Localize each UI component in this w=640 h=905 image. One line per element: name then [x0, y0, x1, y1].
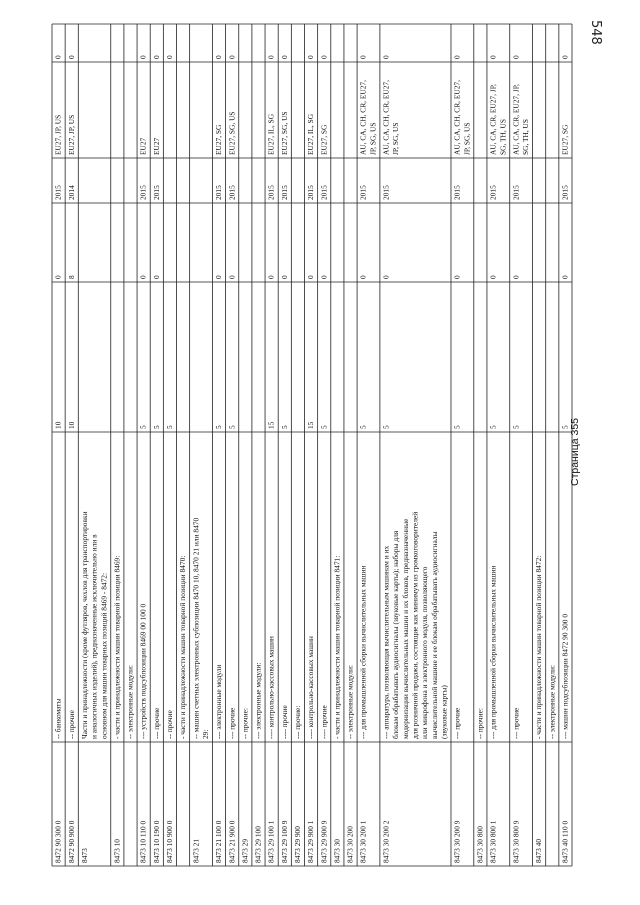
- flag-cell: 0: [53, 55, 63, 59]
- final-rate-cell: 0: [319, 275, 329, 279]
- flag-cell: 0: [151, 55, 161, 59]
- description-cell: --- машин подсубпозиции 8472 90 300 0: [560, 613, 570, 739]
- final-rate-cell: 0: [560, 275, 570, 279]
- description-cell: --- электронные модули:: [253, 662, 263, 739]
- final-rate-cell: 0: [266, 275, 276, 279]
- year-cell: 2015: [488, 185, 498, 200]
- description-cell: основном для машин товарных позиций 8469 - 8472:: [99, 572, 109, 739]
- description-cell: (звуковые карты): [439, 685, 449, 739]
- base-rate-cell: 5: [319, 425, 329, 429]
- year-cell: 2015: [227, 185, 237, 200]
- description-cell: - части и принадлежности машин товарной позиции 8469:: [112, 555, 122, 739]
- description-cell: --- прочие: [452, 707, 462, 739]
- code-cell: 8473 10 110 0: [138, 820, 148, 863]
- code-cell: 8473 29 100 1: [266, 820, 276, 863]
- countries-cell: AU, CA, CR, EU27, JP,: [511, 84, 521, 155]
- countries-cell: EU27, SG, US: [279, 111, 289, 155]
- code-cell: 8473 10: [112, 838, 122, 863]
- flag-cell: 0: [165, 55, 175, 59]
- final-rate-cell: 0: [227, 275, 237, 279]
- final-rate-cell: 0: [381, 275, 391, 279]
- description-cell: -- электронные модули:: [345, 665, 355, 739]
- countries-cell: EU27, SG, US: [227, 111, 237, 155]
- flag-cell: 0: [319, 55, 329, 59]
- year-cell: 2015: [138, 185, 148, 200]
- code-cell: 8473 40: [534, 838, 544, 863]
- countries-cell: EU27, IL, SG: [266, 113, 276, 155]
- base-rate-cell: 5: [452, 425, 462, 429]
- description-cell: -- электронные модули:: [547, 665, 557, 739]
- countries-cell: AU, CA, CH, CR, EU27,: [452, 80, 462, 155]
- code-cell: 8473 30 800 1: [488, 820, 498, 863]
- countries-cell: SG, TH, US: [498, 118, 508, 155]
- description-cell: ---- контрольно-кассовых машин: [266, 636, 276, 739]
- code-cell: 8473 10 190 0: [151, 820, 161, 863]
- tariff-table: [52, 24, 572, 866]
- code-cell: 8473 29 100: [253, 826, 263, 863]
- description-cell: - части и принадлежности машин товарной позиции 8470:: [178, 555, 188, 739]
- flag-cell: 0: [560, 55, 570, 59]
- page-footer: Страница 355: [569, 417, 581, 487]
- description-cell: ---- контрольно-кассовых машин: [306, 636, 316, 739]
- final-rate-cell: 0: [488, 275, 498, 279]
- code-cell: 8473 10 900 0: [165, 820, 175, 863]
- final-rate-cell: 8: [66, 275, 76, 279]
- base-rate-cell: 5: [511, 425, 521, 429]
- base-rate-cell: 10: [53, 421, 63, 429]
- description-cell: и аналогичных изделий), предназначенные исключительно или в: [89, 534, 99, 739]
- countries-cell: JP, SG, US: [462, 122, 472, 155]
- description-cell: -- прочие: [66, 710, 76, 739]
- base-rate-cell: 10: [66, 421, 76, 429]
- final-rate-cell: 0: [138, 275, 148, 279]
- countries-cell: EU27, JP, US: [66, 114, 76, 155]
- flag-cell: 0: [511, 55, 521, 59]
- description-cell: -- банкоматы: [53, 698, 63, 739]
- countries-cell: AU, CA, CR, EU27, JP,: [488, 84, 498, 155]
- description-cell: -- прочие: [165, 710, 175, 739]
- handwritten-page-number: 548: [588, 20, 603, 45]
- code-cell: 8473 30 200 9: [452, 820, 462, 863]
- description-cell: --- прочие: [151, 707, 161, 739]
- code-cell: 8472 90 300 0: [53, 820, 63, 863]
- flag-cell: 0: [279, 55, 289, 59]
- flag-cell: 0: [358, 55, 368, 59]
- year-cell: 2015: [306, 185, 316, 200]
- base-rate-cell: 5: [358, 425, 368, 429]
- code-cell: 8473 29: [240, 838, 250, 863]
- code-cell: 8473 29 900: [293, 826, 303, 863]
- final-rate-cell: 0: [452, 275, 462, 279]
- code-cell: 8472 90 900 0: [66, 820, 76, 863]
- flag-cell: 0: [227, 55, 237, 59]
- description-cell: -- прочие:: [475, 708, 485, 739]
- year-cell: 2015: [452, 185, 462, 200]
- description-cell: --- прочие:: [293, 705, 303, 739]
- description-cell: ---- прочие: [319, 705, 329, 739]
- countries-cell: EU27, SG: [214, 124, 224, 155]
- year-cell: 2014: [66, 185, 76, 200]
- description-cell: --- прочие: [227, 707, 237, 739]
- year-cell: 2015: [214, 185, 224, 200]
- countries-cell: EU27, IL, SG: [306, 113, 316, 155]
- description-cell: блокам обрабатывать аудиосигналы (звуковые карты); наборы для: [391, 530, 401, 739]
- year-cell: 2015: [560, 185, 570, 200]
- countries-cell: JP, SG, US: [368, 122, 378, 155]
- description-cell: --- аппаратура, позволяющая вычислительным машинам и их: [381, 545, 391, 739]
- countries-cell: EU27: [151, 137, 161, 155]
- year-cell: 2015: [381, 185, 391, 200]
- year-cell: 2015: [266, 185, 276, 200]
- countries-cell: EU27, JP, US: [53, 114, 63, 155]
- base-rate-cell: 5: [381, 425, 391, 429]
- base-rate-cell: 5: [227, 425, 237, 429]
- flag-cell: 0: [381, 55, 391, 59]
- code-cell: 8473: [79, 848, 89, 863]
- description-cell: модернизации вычислительных машин и их блоков, предназначенные: [400, 518, 410, 739]
- code-cell: 8473 30 800 9: [511, 820, 521, 863]
- description-cell: -- электронные модули:: [125, 665, 135, 739]
- year-cell: 2015: [279, 185, 289, 200]
- final-rate-cell: 0: [53, 275, 63, 279]
- code-cell: 8473 30 800: [475, 826, 485, 863]
- base-rate-cell: 5: [560, 425, 570, 429]
- flag-cell: 0: [452, 55, 462, 59]
- description-cell: 29:: [200, 729, 210, 739]
- description-cell: для розничной продажи, состоящие как минимум из громкоговорителей: [410, 511, 420, 739]
- countries-cell: EU27: [138, 137, 148, 155]
- description-cell: вычислительной машине и ее блокам обрабатывать аудиосигналы: [429, 531, 439, 739]
- final-rate-cell: 0: [214, 275, 224, 279]
- flag-cell: 0: [138, 55, 148, 59]
- description-cell: - части и принадлежности машин товарной позиции 8471:: [332, 555, 342, 739]
- year-cell: 2015: [319, 185, 329, 200]
- code-cell: 8473 29 900 9: [319, 820, 329, 863]
- base-rate-cell: 5: [151, 425, 161, 429]
- base-rate-cell: 5: [279, 425, 289, 429]
- countries-cell: JP, SG, US: [391, 122, 401, 155]
- description-cell: --- устройств подсубпозиции 8469 00 100 0: [138, 603, 148, 739]
- code-cell: 8473 40 110 0: [560, 820, 570, 863]
- countries-cell: EU27, SG: [560, 124, 570, 155]
- base-rate-cell: 15: [266, 421, 276, 429]
- description-cell: --- для промышленной сборки вычислительных машин: [488, 565, 498, 739]
- year-cell: 2015: [511, 185, 521, 200]
- countries-cell: SG, TH, US: [521, 118, 531, 155]
- description-cell: или микрофона и электронного модуля, позволяющего: [420, 566, 430, 739]
- code-cell: 8473 21 900 0: [227, 820, 237, 863]
- base-rate-cell: 5: [488, 425, 498, 429]
- description-cell: Части и принадлежности (кроме футляров, чехлов для транспортировки: [79, 511, 89, 739]
- countries-cell: AU, CA, CH, CR, EU27,: [358, 80, 368, 155]
- final-rate-cell: 0: [358, 275, 368, 279]
- base-rate-cell: 5: [165, 425, 175, 429]
- final-rate-cell: 0: [511, 275, 521, 279]
- flag-cell: 0: [488, 55, 498, 59]
- final-rate-cell: 0: [279, 275, 289, 279]
- code-cell: 8473 30 200 1: [358, 820, 368, 863]
- code-cell: 8473 21 100 0: [214, 820, 224, 863]
- flag-cell: 0: [66, 55, 76, 59]
- code-cell: 8473 29 900 1: [306, 820, 316, 863]
- year-cell: 2015: [53, 185, 63, 200]
- base-rate-cell: 5: [138, 425, 148, 429]
- flag-cell: 0: [214, 55, 224, 59]
- code-cell: 8473 21: [191, 838, 201, 863]
- flag-cell: 0: [266, 55, 276, 59]
- code-cell: 8473 30 200 2: [381, 820, 391, 863]
- year-cell: 2015: [151, 185, 161, 200]
- base-rate-cell: 15: [306, 421, 316, 429]
- description-cell: --- для промышленной сборки вычислительных машин: [358, 565, 368, 739]
- final-rate-cell: 0: [151, 275, 161, 279]
- description-cell: --- прочие: [511, 707, 521, 739]
- description-cell: - части и принадлежности машин товарной позиции 8472:: [534, 555, 544, 739]
- countries-cell: EU27, SG: [319, 124, 329, 155]
- code-cell: 8473 29 100 9: [279, 820, 289, 863]
- flag-cell: 0: [306, 55, 316, 59]
- final-rate-cell: 0: [306, 275, 316, 279]
- description-cell: ---- прочие: [279, 705, 289, 739]
- year-cell: 2015: [358, 185, 368, 200]
- base-rate-cell: 5: [214, 425, 224, 429]
- description-cell: -- прочие:: [240, 708, 250, 739]
- countries-cell: AU, CA, CH, CR, EU27,: [381, 80, 391, 155]
- code-cell: 8473 30: [332, 838, 342, 863]
- description-cell: --- электронные модули: [214, 664, 224, 739]
- code-cell: 8473 30 200: [345, 826, 355, 863]
- description-cell: -- машин счетных электронных субпозиции 8470 10, 8470 21 или 8470: [191, 517, 201, 739]
